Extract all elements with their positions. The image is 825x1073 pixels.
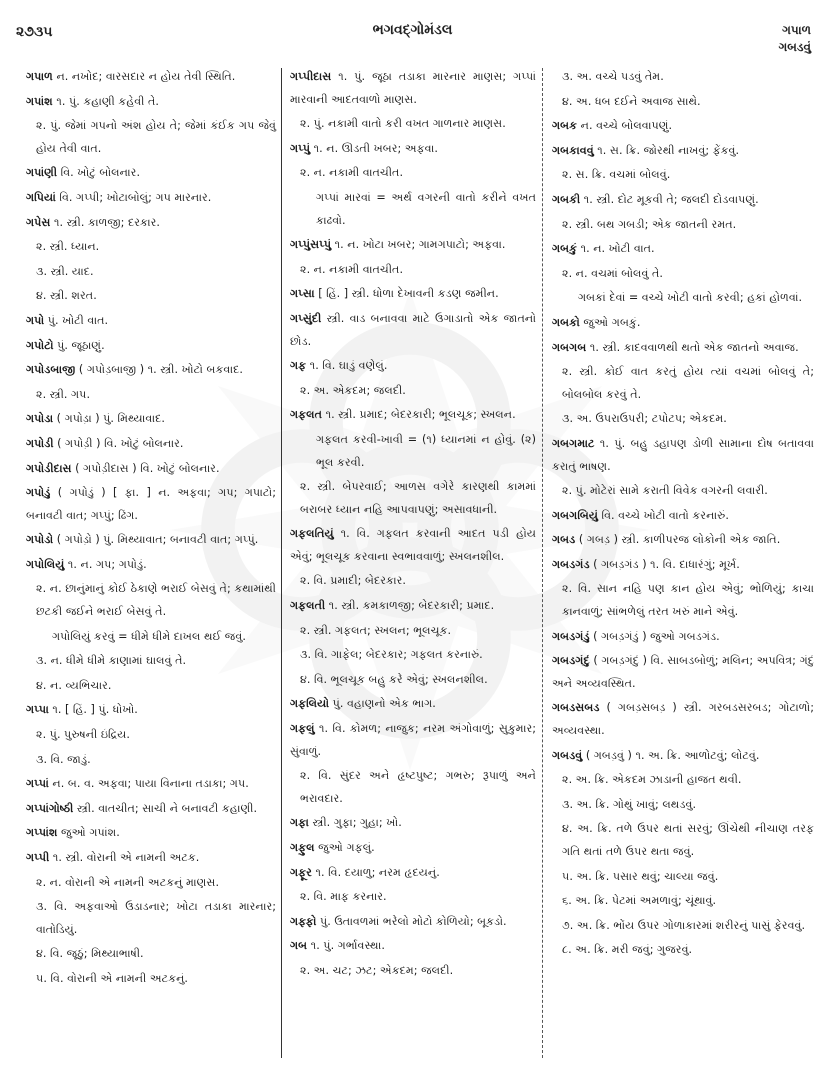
definition-text: ૧. સ્ત્રી. દોટ મૂકવી તે; જલદી દોડવાપણું. [580,192,759,206]
sense-line: ૨. પું. નકામી વાતો કરી વખત ગાળનાર માણસ. [300,117,506,131]
sense-line: ૨. પું. જેમાં ગપનો અંશ હોય તે; જેમાં કંઈક ગપ જેવું હોય તેવી વાત. [36,119,276,155]
headword: ગપોડું [26,486,51,500]
sense-line: ૬. અ. ક્રિ. પેટમાં અમળાવું; ચૂંથાવું. [562,894,717,908]
sense-line: ૫. અ. ક્રિ. પસાર થવું; ચાલ્યા જવું. [562,869,719,883]
sense-line: ૪. ન. વ્યભિચાર. [36,678,112,692]
sense-line: ૨. અ. ક્રિ. એકદમ ઝાડાની હાજત થવી. [562,773,742,787]
dictionary-entry [290,837,536,860]
definition-text: સ્ત્રી. વાડ બનાવવા માટે ઉગાડાતો એક જાતનો છોડ. [290,311,536,348]
sense-line: ૨. પું. પુરુષની ઇંદ્રિય. [36,728,130,742]
headword: ગપોલિયું [26,557,65,571]
headword: ગફલત [290,408,323,422]
column-1 [26,66,276,993]
definition-text: ૧. ન. ઊડતી ખબર; અફવા. [310,141,438,155]
dictionary-entry [290,404,536,427]
definition-text: ૧. સ. ક્રિ. જોરથી નાખવું; ફેંકવું. [593,143,740,157]
definition-text: ( ગપોડ઼બાજી ) ૧. સ્ત્રી. ખોટો બકવાદ. [75,363,243,377]
sense-line: ૩. વિ. ગાફેલ; બેદરકાર; ગફલત કરનારું. [300,648,483,662]
dictionary-entry [290,935,536,958]
dictionary-entry [290,718,536,763]
headword: ગપોડીદાસ [26,461,72,475]
definition-text: ૧. પું. કહાણી કહેવી તે. [52,94,159,108]
sense-line: ૨. ન. નકામી વાતચીત. [300,166,404,180]
sense-line: ૨. અ. ચટ; ઝટ; એકદમ; જલદી. [300,963,454,977]
headword: ગપ્પું [290,141,311,155]
dictionary-entry [552,189,814,212]
dictionary-entry [26,91,276,114]
definition-text: ૧. ન. ખોટી વાત. [577,242,655,256]
column-divider-1 [281,68,282,1058]
column-2 [290,66,536,985]
definition-text: ૧. [ હિં. ] પું. ધોખો. [48,703,138,717]
sense-line: ૨. સ્ત્રી. ધ્યાન. [36,240,100,254]
definition-text: ( ગબડ઼ગંડું ) જુઓ ગબડગંડ. [589,629,720,643]
dictionary-entry [552,554,814,577]
definition-text: ન. બ. વ. અફવા; પાયા વિનાના તડાકા; ગપ. [48,777,249,791]
guide-word-first: ગપાળ [782,23,811,37]
definition-text: ૧. સ્ત્રી. પ્રમાદ; બેદરકારી; ભૂલચૂક; સ્ખલન. [322,408,516,422]
dictionary-entry [552,745,814,768]
headword: ગબક [552,119,578,133]
sense-line: ૩. અ. ઉપરાઉપરી; ટપોટપ; એકદમ. [562,412,727,426]
dictionary-entry [290,911,536,934]
definition-text: પું. ખોટી વાત. [44,313,109,327]
headword: ગપોડબાજી [26,363,76,377]
dictionary-entry [26,822,276,845]
definition-text: ન. નખોદ; વારસદાર ન હોય તેવી સ્થિતિ. [52,70,236,83]
headword: ગફ્ફો [290,914,317,928]
definition-text: ( ગબડ઼ ) સ્ત્રી. કાળીપરજ લોકોની એક જાતિ. [575,533,781,547]
headword: ગબકો [552,315,580,329]
dictionary-entry [552,697,814,742]
dictionary-entry [552,337,814,360]
sense-line: ૫. વિ. વોરાની એ નામની અટકનું. [36,971,188,985]
dictionary-entry [26,66,276,89]
definition-text: પું. વહાણનો એક ભાગ. [329,697,436,711]
definition-text: ( ગબડ઼ગંદું ) વિ. સાબડબોળું; મલિન; અપવિત્ર; ગંદું અને અવ્યવસ્થિત. [552,654,814,690]
dictionary-entry [26,433,276,456]
definition-text: ( ગપોડ઼ા ) પું. મિથ્યાવાદ. [53,412,165,426]
headword: ગબડગંડ [552,557,590,571]
sense-line: ૩. અ. વચ્ચે પડવું તેમ. [562,70,664,83]
dictionary-entry [290,812,536,835]
definition-text: ( ગપોડ઼ું ) [ ફા. ] ન. અફવા; ગપ; ગપાટો; બનાવટી વાત; ગપ્પું; ઢિંગ. [26,486,276,522]
sense-line: ૨. વિ. સાન નહિ પણ કાન હોય એવું; ભોળિયું; કાચા કાનવાળું; સાંભળેલું તરત ખરું માને એવું. [562,582,814,619]
column-divider-2 [542,68,543,1058]
dictionary-entry [26,162,276,185]
headword: ગપ્પીદાસ [290,70,332,83]
dictionary-entry [552,529,814,552]
idiom-line: ગબકાં દેવાં = વચ્ચે ખોટી વાતો કરવી; હકાં હોળવાં. [578,291,803,305]
headword: ગપ્સા [290,287,315,301]
headword: ગપોડા [26,412,54,426]
headword: ગપોડો [26,533,54,547]
headword: ગબગમાટ [552,436,595,450]
sense-line: ૨. વિ. પ્રમાદી; બેદરકાર. [300,574,406,588]
headword: ગબ [290,939,308,953]
dictionary-entry [290,355,536,378]
page-header [0,0,825,58]
dictionary-entry [290,693,536,716]
headword: ગબકી [552,192,581,206]
sense-line: ૨. ન. વચમાં બોલવું તે. [562,266,663,280]
sense-line: ૩. ન. ધીમે ધીમે કાણામાં ઘાલવું તે. [36,654,187,668]
dictionary-entry [290,234,536,257]
headword: ગપ્પાંગોષ્ઠી [26,801,74,815]
dictionary-entry [26,482,276,527]
dictionary-entry [290,138,536,161]
sense-line: ૨. ન. નકામી વાતચીત. [300,262,404,276]
sense-line: ૨. સ. ક્રિ. વચમાં બોલવું. [562,168,671,182]
sense-line: ૭. અ. ક્રિ. ભોંય ઉપર ગોળાકારમાં શરીરનું પાસું ફેરવવું. [562,918,806,932]
guide-word-last: ગબડવું [778,40,811,54]
definition-text: ૧. પું. ગર્ભાવસ્થા. [307,939,385,953]
headword: ગફૂર [290,865,312,879]
definition-text: ( ગપોડ઼ો ) પું. મિથ્યાવાત; બનાવટી વાત; ગપ્પું. [53,533,259,547]
headword: ગપાંણી [26,166,58,180]
definition-text: સ્ત્રી. ગુફા; ગુહા; ખો. [308,816,402,830]
sense-line: ૨. પું. મોટેરાં સામે કરાતી વિવેક વગરની લવારી. [562,484,768,498]
headword: ગપિયાં [26,190,56,204]
sense-line: ૮. અ. ક્રિ. મરી જવું; ગુજરવું. [562,943,693,957]
sense-line: ૨. સ્ત્રી. ગફલત; સ્ખલન; ભૂલચૂક. [300,623,452,637]
dictionary-entry [26,847,276,870]
idiom-line: ગફલત કરવી-ખાવી = (૧) ધ્યાનમાં ન હોવું. (૨) ભૂલ કરવી. [316,432,536,469]
sense-line: ૨. સ્ત્રી. ગપ. [36,387,90,401]
dictionary-entry [26,310,276,333]
dictionary-entry [26,773,276,796]
definition-text: ( ગપોડ઼ી ) વિ. ખોટું બોલનાર. [53,436,184,450]
dictionary-entry [552,626,814,649]
dictionary-entry [26,335,276,358]
headword: ગપોટો [26,338,54,352]
definition-text: જુઓ ગબકું. [579,315,641,329]
headword: ગફલતિયું [290,527,334,541]
sense-line: ૨. ન. વોરાની એ નામની અટકનું માણસ. [36,875,220,889]
definition-text: ૧. ન. ગપ; ગપોડું. [64,557,147,571]
definition-text: ૧. પું. બહુ ડહાપણ ડોળી સામાના દોષ બતાવવા કરાતું ભાષણ. [552,436,814,473]
sense-line: ૩. અ. ક્રિ. ગોથું ખાવું; લથડવું. [562,797,697,811]
dictionary-entry [26,212,276,235]
dictionary-entry [26,798,276,821]
headword: ગફલિયો [290,697,330,711]
dictionary-entry [290,66,536,111]
headword: ગપેસ [26,215,51,229]
definition-text: ૧. સ્ત્રી. કમકાળજી; બેદરકારી; પ્રમાદ. [325,599,495,613]
headword: ગફલતી [290,599,326,613]
book-title: ભગવદ્ગોમંડલ [372,22,453,38]
definition-text: ૧. વિ. દયાળુ; નરમ હૃદયનું. [311,865,440,879]
headword: ગપો [26,313,45,327]
dictionary-entry [290,283,536,306]
headword: ગબડગંદું [552,654,590,668]
dictionary-entry [552,140,814,163]
definition-text: ૧. ન. ખોટા ખબર; ગામગપાટો; અફવા. [331,238,506,252]
dictionary-entry [552,505,814,528]
dictionary-entry [26,408,276,431]
headword: ગપાળ [26,70,53,83]
headword: ગબડવું [552,748,583,762]
dictionary-entry [290,862,536,885]
idiom-line: ગપ્પાં મારવાં = અર્થ વગરની વાતો કરીને વખત કાઢવો. [316,190,536,227]
sense-line: ૪. સ્ત્રી. શરત. [36,289,97,303]
headword: ગબગબિયું [552,508,598,522]
dictionary-entry [26,699,276,722]
headword: ગપ્પી [26,851,50,864]
page-number: ૨૭૩૫ [16,24,53,40]
definition-text: જુઓ ગપાંશ. [57,826,120,840]
sense-line: ૨. વિ. માફ કરનાર. [300,890,387,904]
sense-line: ૨. વિ. સુંદર અને હૃષ્ટપુષ્ટ; ગભરુ; રૂપાળું અને ભરાવદાર. [300,769,536,805]
definition-text: ૧. પું. જૂઠા તડાકા મારનાર માણસ; ગપ્પાં મારવાની આદતવાળો માણસ. [290,70,536,106]
sense-line: ૪. અ. ધબ દઈને અવાજ સાથે. [562,94,701,108]
sense-line: ૨. સ્ત્રી. બથ ગબડી; એક જાતની રમત. [562,217,737,231]
dictionary-entry [26,554,276,577]
definition-text: પું. જૂઠાણું. [53,338,105,352]
dictionary-entry [26,187,276,210]
headword: ગબગબ [552,340,587,354]
headword: ગબકાવવું [552,143,594,157]
definition-text: વિ. ખોટું બોલનાર. [57,166,141,180]
sense-line: ૩. વિ. જાડું. [36,752,91,766]
sense-line: ૨. સ્ત્રી. બેપરવાઈ; આળસ વગેરે કારણથી કામમાં બરાબર ધ્યાન નહિ આપવાપણું; અસાવધાની. [300,480,536,516]
sense-line: ૪. અ. ક્રિ. તળે ઉપર થતાં સરવું; ઊંચેથી નીચાણ તરફ ગતિ થતાં તળે ઉપર થતા જવું. [562,822,814,858]
definition-text: જુઓ ગફલું. [314,841,375,854]
headword: ગપાંશ [26,94,53,108]
definition-text: ન. વચ્ચે બોલવાપણું. [577,119,673,133]
dictionary-entry [552,433,814,478]
sense-line: ૨. સ્ત્રી. કોઈ વાત કરતું હોય ત્યાં વચમાં બોલવું તે; બોલબોલ કરવું તે. [562,365,814,401]
headword: ગપોડી [26,436,54,450]
dictionary-entry [552,115,814,138]
idiom-line: ગપોલિયું કરવું = ધીમે ધીમે દાખલ થઈ જવું. [52,629,246,643]
headword: ગપ્પાં [26,777,49,791]
dictionary-entry [290,595,536,618]
headword: ગફા [290,816,309,830]
definition-text: વિ. વચ્ચે ખોટી વાતો કરનારું. [598,508,729,522]
sense-line: ૪. વિ. જૂઠું; મિથ્યાભાષી. [36,947,144,961]
sense-line: ૩. સ્ત્રી. યાદ. [36,264,94,278]
sense-line: ૨. અ. એકદમ; જલદી. [300,383,406,397]
sense-line: ૪. વિ. ભૂલચૂક બહુ કરે એવું; સ્ખલનશીલ. [300,672,488,686]
column-3 [552,66,814,964]
headword: ગફ [290,359,307,373]
definition-text: ( ગબડ઼સબડ઼ ) સ્ત્રી. ગરબડસરબડ; ગોટાળો; અવ્યવસ્થા. [552,701,814,738]
definition-text: ૧. સ્ત્રી. વોરાની એ નામની અટક. [49,851,200,864]
dictionary-entry [552,312,814,335]
dictionary-entry [26,359,276,382]
definition-text: ( ગબડ઼વું ) ૧. અ. ક્રિ. આળોટવું; લોટવું. [582,748,760,762]
headword: ગબકું [552,242,578,256]
headword: ગબડગંડું [552,629,590,643]
headword: ગબડસબડ [552,701,600,715]
headword: ગફલું [290,722,315,736]
definition-text: ૧. સ્ત્રી. કાદવવાળથી થતો એક જાતનો અવાજ. [586,340,799,354]
dictionary-entry [26,458,276,481]
definition-text: પું. ઉતાવળમાં ભરેલો મોટો કોળિયો; બૂકડો. [316,914,507,928]
headword: ગપ્પુંસપ્પું [290,238,332,252]
definition-text: [ હિં. ] સ્ત્રી. ધોળા દેખાવની કડણ જમીન. [314,287,499,301]
sense-line: ૨. ન. છાનુંમાનું કોઈ ઠેકાણે ભરાઈ બેસવું તે; કથામાંથી છટકી જઈને ભરાઈ બેસવું તે. [36,582,276,619]
sense-line: ૩. વિ. અફવાઓ ઉડાડનાર; ખોટા તડાકા મારનાર; વાતોડિયું. [36,900,276,936]
definition-text: ૧. વિ. ગફલત કરવાની આદત પડી હોય એવું; ભૂલચૂક કરવાના સ્વભાવવાળું; સ્ખલનશીલ. [290,527,536,563]
headword: ગફુલ [290,841,315,854]
headword: ગપ્સુંદી [290,311,322,325]
headword: ગબડ [552,533,576,547]
definition-text: સ્ત્રી. વાતચીત; સાચી ને બનાવટી કહાણી. [73,801,258,815]
guide-words [779,22,811,56]
dictionary-entry [552,238,814,261]
headword: ગપ્પા [26,703,49,717]
dictionary-entry [552,650,814,695]
definition-text: ૧. સ્ત્રી. કાળજી; દરકાર. [50,215,160,229]
definition-text: ૧. વિ. ઘાડું વણેલું. [306,359,388,373]
dictionary-entry [290,308,536,353]
dictionary-entry [26,529,276,552]
definition-text: ( ગબડ઼ગંડ ) ૧. વિ. દાધારંગું; મૂર્ખ. [589,557,740,571]
definition-text: ( ગપોડ઼ીદાસ ) વિ. ખોટું બોલનાર. [71,461,220,475]
definition-text: ૧. વિ. કોમળ; નાજુક; નરમ અંગોવાળું; સુકુમાર; સુંવાળું. [290,722,536,758]
headword: ગપ્પાંશ [26,826,58,840]
definition-text: વિ. ગપ્પી; ખોટાબોલું; ગપ મારનાર. [55,190,212,204]
dictionary-entry [290,523,536,568]
